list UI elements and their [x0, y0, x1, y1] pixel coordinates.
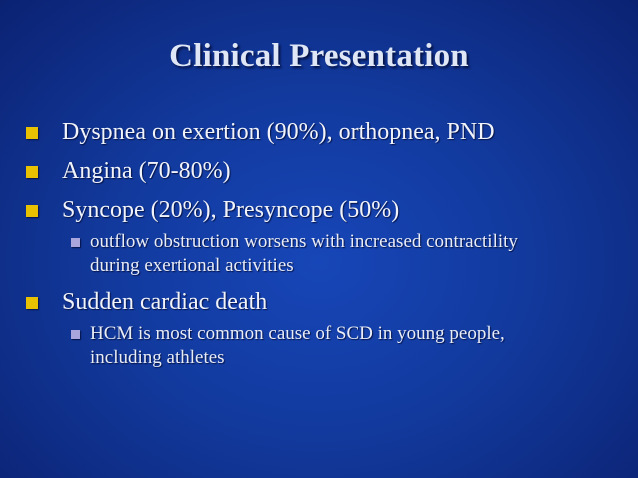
- bullet-list: [24, 117, 624, 379]
- sub-bullet-text: HCM is most common cause of SCD in young people, including athletes: [90, 323, 505, 368]
- square-sub-bullet-icon: [71, 238, 80, 247]
- bullet-item: [24, 195, 624, 225]
- bullet-text: Sudden cardiac death: [62, 289, 268, 315]
- square-bullet-icon: [26, 297, 38, 309]
- square-bullet-icon: [26, 166, 38, 178]
- bullet-item: [24, 287, 624, 317]
- bullet-item: [24, 117, 624, 147]
- square-bullet-icon: [26, 205, 38, 217]
- sub-bullet-item: [24, 322, 560, 370]
- square-sub-bullet-icon: [71, 330, 80, 339]
- bullet-text: Syncope (20%), Presyncope (50%): [62, 197, 400, 223]
- slide-title: Clinical Presentation: [169, 38, 469, 74]
- bullet-item: [24, 156, 624, 186]
- sub-bullet-text: outflow obstruction worsens with increased contractility during exertional activities: [90, 231, 518, 276]
- bullet-text: Dyspnea on exertion (90%), orthopnea, PND: [62, 119, 495, 145]
- sub-bullet-item: [24, 230, 560, 278]
- square-bullet-icon: [26, 127, 38, 139]
- bullet-text: Angina (70-80%): [62, 158, 231, 184]
